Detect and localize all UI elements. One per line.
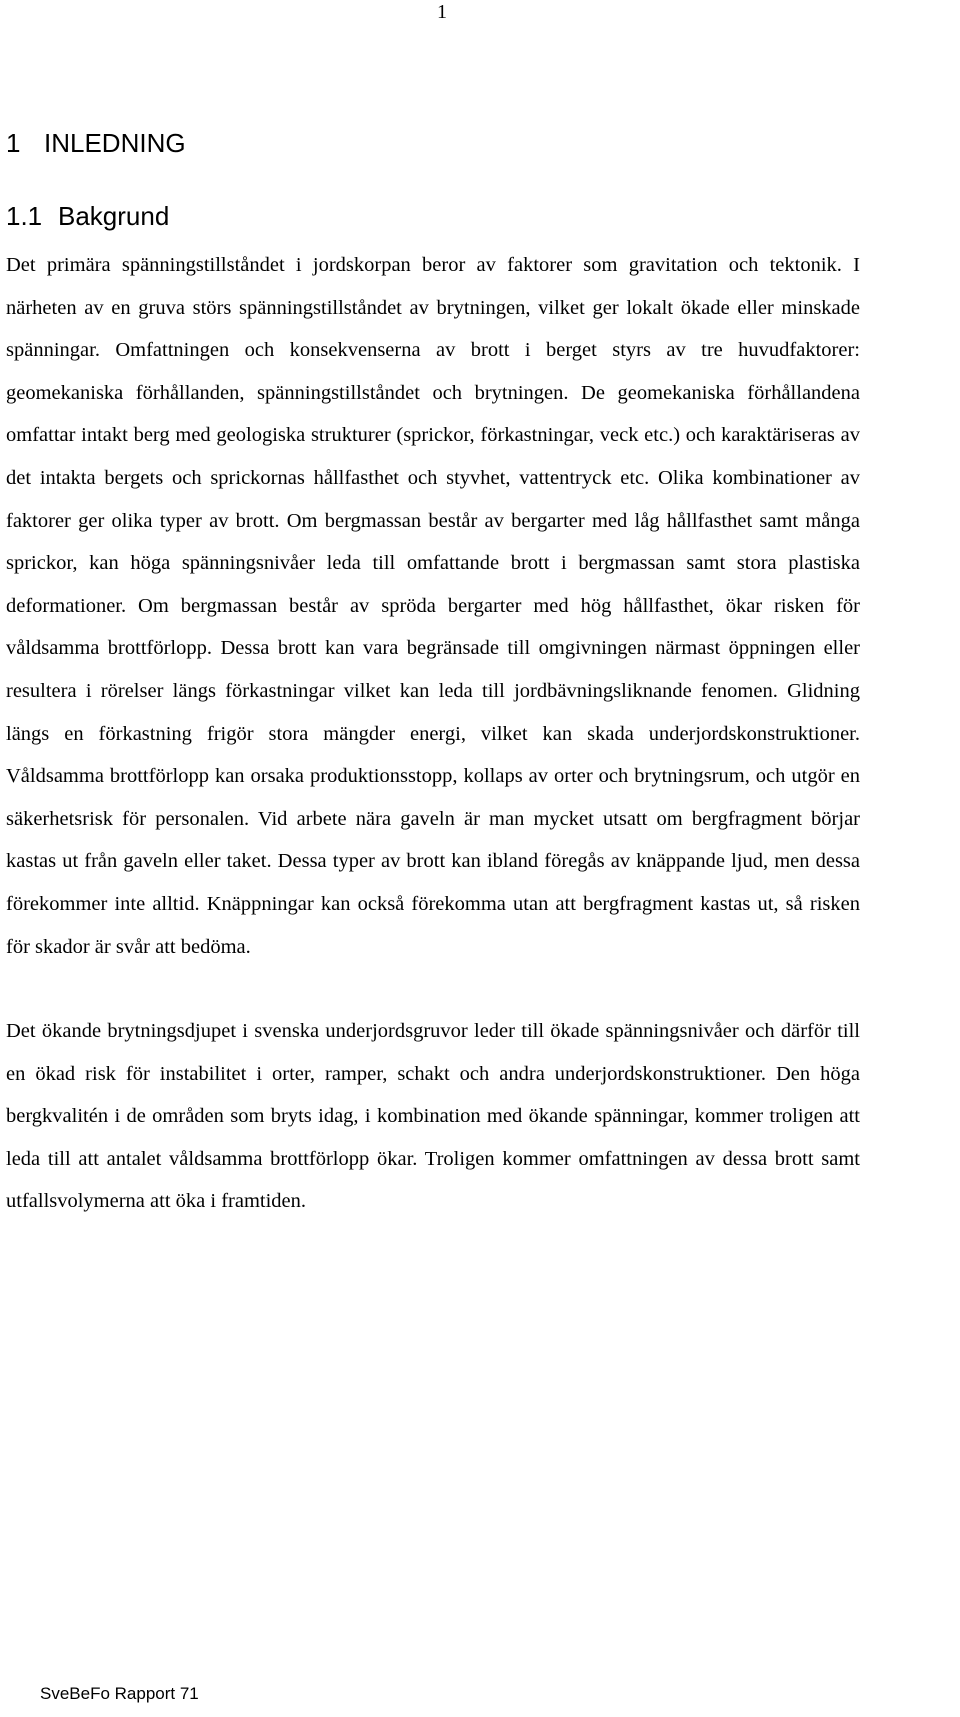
section-title: Bakgrund [58, 201, 170, 231]
page-number: 1 [437, 1, 447, 23]
paragraph: Det primära spänningstillståndet i jordskorpan beror av faktorer som gravitation och tektonik. I närheten av en gruva störs spänningstillståndet av brytningen, vilket ger lokalt ökade eller minskade spänningar. Omfattningen och konsekvenserna av brott i berget styrs av tre huvudfaktorer: geomekaniska förhållanden, spänningstillståndet och brytningen. De geomekaniska förhållandena omfattar intakt berg med geologiska strukturer (sprickor, förkastningar, veck etc.) och karaktäriseras av det intakta bergets och sprickornas hållfasthet och styvhet, vattentryck etc. Olika kombinationer av faktorer ger olika typer av brott. Om bergmassan består av bergarter med låg hållfasthet samt många sprickor, kan höga spänningsnivåer leda till omfattande brott i bergmassan samt stora plastiska deformationer. Om bergmassan består av spröda bergarter med hög hållfasthet, ökar risken för våldsamma brottförlopp. Dessa brott kan vara begränsade till omgivningen närmast öppningen eller resultera i rörelser längs förkastningar vilket kan leda till jordbävningsliknande fenomen. Glidning längs en förkastning frigör stora mängder energi, vilket kan skada underjordskonstruktioner. Våldsamma brottförlopp kan orsaka produktionsstopp, kollaps av orter och brytningsrum, och utgör en säkerhetsrisk för personalen. Vid arbete nära gaveln är man mycket utsatt om bergfragment börjar kastas ut från gaveln eller taket. Dessa typer av brott kan ibland föregås av knäppande ljud, men dessa förekommer inte alltid. Knäppningar kan också förekomma utan att bergfragment kastas ut, så risken för skador är svår att bedöma. [6, 254, 860, 958]
paragraph: Det ökande brytningsdjupet i svenska underjordsgruvor leder till ökade spänningsnivåer och därför till en ökad risk för instabilitet i orter, ramper, schakt och andra underjordskonstruktioner. Den höga bergkvalitén i de områden som bryts idag, i kombination med ökande spänningar, kommer troligen att leda till att antalet våldsamma brottförlopp ökar. Troligen kommer omfattningen av dessa brott samt utfallsvolymerna att öka i framtiden. [6, 1020, 860, 1213]
chapter-heading [6, 118, 860, 168]
document-body [6, 118, 860, 1223]
chapter-title: INLEDNING [44, 128, 186, 158]
section-number: 1.1 [6, 201, 43, 231]
footer-report-label: SveBeFo Rapport 71 [40, 1684, 199, 1703]
chapter-number: 1 [6, 128, 21, 158]
section-heading [6, 194, 860, 238]
